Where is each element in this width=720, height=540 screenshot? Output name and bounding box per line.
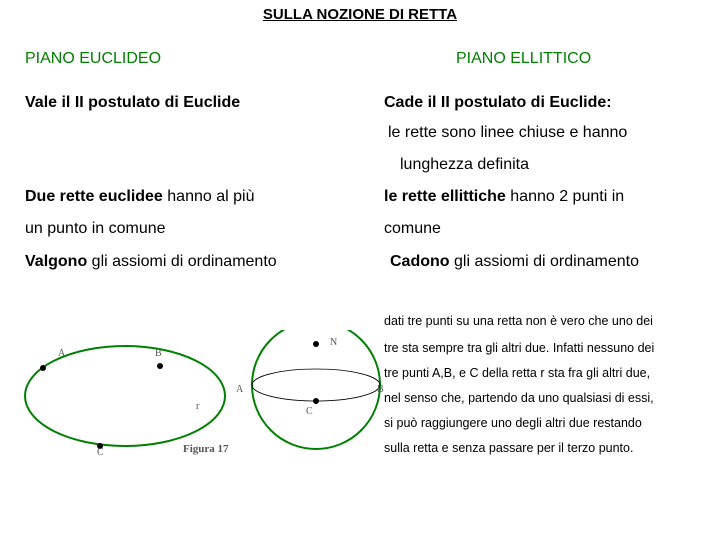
euclidean-line-r: [25, 346, 225, 446]
elliptic-two-lines-bold: le rette ellittiche: [384, 188, 506, 205]
euclid-two-lines: [25, 188, 254, 206]
euclid-common-point: un punto in comune: [25, 220, 166, 237]
euclid-two-lines-bold: Due rette euclidee: [25, 188, 163, 205]
euclid-order-axioms-bold: Valgono: [25, 253, 88, 270]
label-n: N: [330, 337, 338, 348]
label-b-left: B: [155, 348, 162, 359]
explanation-line-5: si può raggiungere uno degli altri due restando: [384, 416, 642, 430]
point-n: [313, 341, 319, 347]
elliptic-closed-lines-1: le rette sono linee chiuse e hanno: [388, 124, 628, 141]
page-title: SULLA NOZIONE DI RETTA: [262, 6, 458, 23]
heading-euclidean-plane: PIANO EUCLIDEO: [25, 50, 162, 67]
elliptic-order-axioms-rest: gli assiomi di ordinamento: [449, 253, 639, 270]
elliptic-two-lines-rest: hanno 2 punti in: [505, 188, 625, 205]
sphere-equator: [252, 369, 380, 401]
heading-elliptic-plane: PIANO ELLITTICO: [456, 50, 592, 67]
elliptic-common-points: comune: [384, 220, 441, 237]
point-c-right: [313, 398, 319, 404]
label-c-right: C: [306, 406, 313, 417]
elliptic-order-axioms-bold: Cadono: [390, 253, 450, 270]
point-a-left: [40, 365, 46, 371]
label-a-right: A: [236, 384, 244, 395]
explanation-line-4: nel senso che, partendo da uno qualsiasi di essi,: [384, 391, 654, 405]
figure-caption: Figura 17: [183, 443, 229, 455]
explanation-line-1: dati tre punti su una retta non è vero che uno dei: [384, 314, 653, 328]
euclid-postulate: Vale il II postulato di Euclide: [25, 94, 241, 111]
euclid-order-axioms: [25, 253, 277, 271]
label-a-left: A: [58, 348, 66, 359]
elliptic-two-lines: [384, 188, 624, 206]
label-r: r: [196, 401, 200, 412]
label-b-right: B: [377, 384, 384, 395]
point-b-left: [157, 363, 163, 369]
sphere-outline: [252, 330, 380, 449]
elliptic-order-axioms: [390, 253, 639, 271]
figure-17: [0, 330, 384, 470]
euclid-order-axioms-rest: gli assiomi di ordinamento: [87, 253, 277, 270]
elliptic-closed-lines-2: lunghezza definita: [400, 156, 529, 173]
label-c-left: C: [97, 447, 104, 458]
elliptic-postulate: Cade il II postulato di Euclide:: [384, 94, 612, 111]
explanation-line-6: sulla retta e senza passare per il terzo punto.: [384, 441, 634, 455]
explanation-line-3: tre punti A,B, e C della retta r sta fra gli altri due,: [384, 366, 651, 380]
euclid-two-lines-rest: hanno al più: [162, 188, 255, 205]
explanation-line-2: tre sta sempre tra gli altri due. Infatti nessuno dei: [384, 341, 655, 355]
